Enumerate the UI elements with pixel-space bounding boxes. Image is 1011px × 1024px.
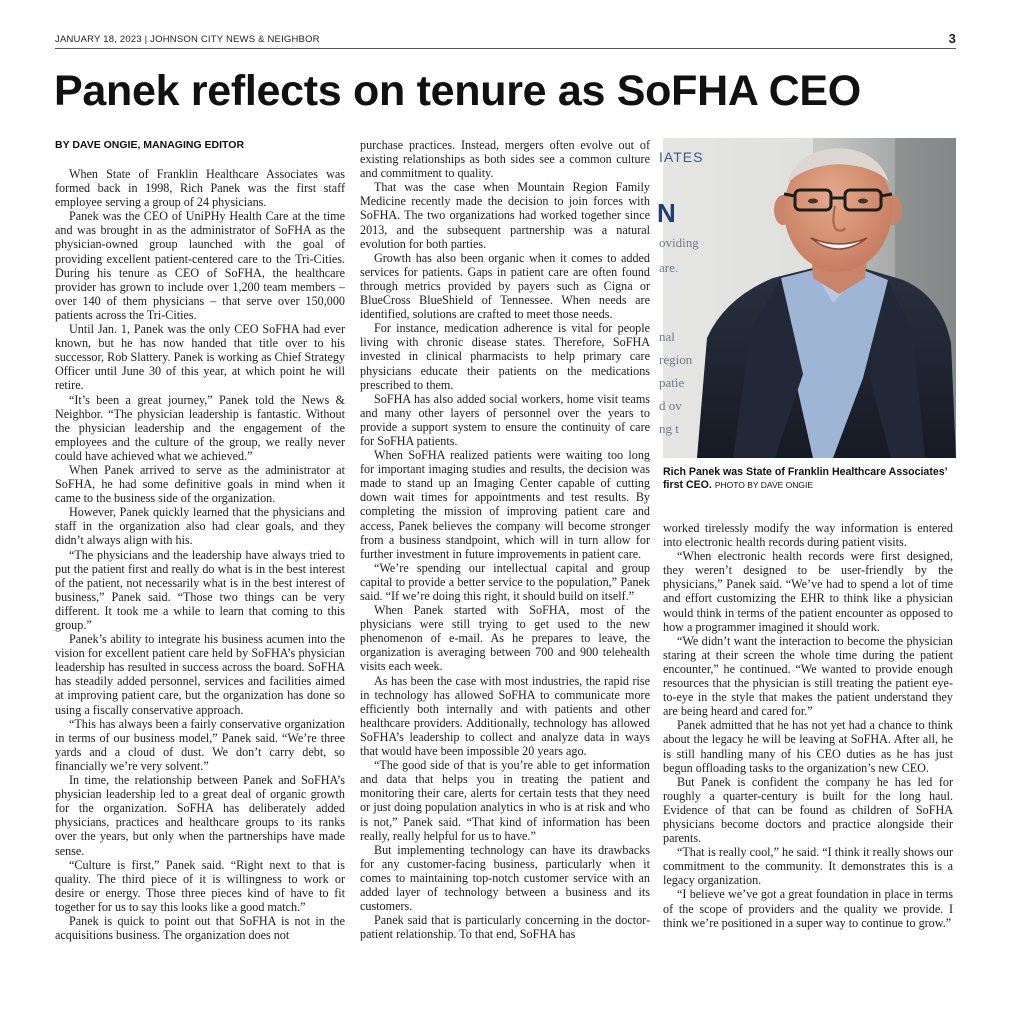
article-paragraph: Growth has also been organic when it comes to added services for patients. Gaps in patient care are often found through metrics provided by payers such as Cigna or BlueCross BlueShield of Tennessee. When needs are identified, solutions are crafted to meet those needs. <box>360 250 650 322</box>
article-paragraph: However, Panek quickly learned that the physicians and staff in the organization also had clear goals, and they didn’t always align with his. <box>55 505 345 548</box>
article-paragraph: But implementing technology can have its drawbacks for any customer-facing business, particularly when it comes to maintaining top-notch customer service with an added layer of technology between a business and its customers. <box>360 842 650 914</box>
article-paragraph: “When electronic health records were first designed, they weren’t designed to be user-friendly by the physicians,” Panek said. “We’ve had to spend a lot of time and effort customizing the EHR to think like a physician would think in terms of the patient encounter as opposed to how a programmer imagined it should work. <box>663 549 953 634</box>
article-paragraph: Panek admitted that he has not yet had a chance to think about the legacy he will be leaving at SoFHA. After all, he is still handling many of his CEO duties as he has just begun offloading tasks to the organization’s new CEO. <box>663 718 953 775</box>
article-paragraph: “This has always been a fairly conservative organization in terms of our business model,” Panek said. “We’re three yards and a cloud of dust. We don’t carry debt, so financially we’re very solvent.” <box>55 716 345 773</box>
article-paragraph: “I believe we’ve got a great foundation in place in terms of the scope of providers and the quality we provide. I think we’re positioned in a super way to continue to grow.” <box>663 887 953 930</box>
article-column-1 <box>55 138 345 942</box>
article-paragraph: For instance, medication adherence is vital for people living with chronic disease states. Therefore, SoFHA invested in clinical pharmacists to help primary care physicians educate their patients on the medications prescribed to them. <box>360 321 650 392</box>
article-paragraph: worked tirelessly modify the way information is entered into electronic health records during patient visits. <box>663 521 953 550</box>
banner-fragment: ng t <box>659 421 679 436</box>
article-photo <box>657 138 956 458</box>
article-paragraph: “The physicians and the leadership have always tried to put the patient first and really do what is in the best interest of the patient, not necessarily what is in the best interest of business,” Panek said. “Those two things can be very different. It took me a while to learn that coming to this group.” <box>55 547 345 632</box>
column-1-paragraphs <box>55 167 345 942</box>
photo-credit: PHOTO BY DAVE ONGIE <box>714 480 814 490</box>
page-number: 3 <box>948 31 956 46</box>
article-paragraph: “The good side of that is you’re able to get information and data that helps you in treating the patient and monitoring their care, alerts for certain tests that they need or just doing population analytics in who is at risk and who is not,” Panek said. “That kind of information has been really, really helpful for us to have.” <box>360 758 650 843</box>
article-paragraph: “That is really cool,” he said. “I think it really shows our commitment to the community. It demonstrates this is a legacy organization. <box>663 845 953 888</box>
article-paragraph: When Panek arrived to serve as the administrator at SoFHA, he had some definitive goals in mind when it came to the business side of the organization. <box>55 462 345 506</box>
article-paragraph: As has been the case with most industries, the rapid rise in technology has allowed SoFHA to communicate more efficiently both internally and with patients and other healthcare providers. Additionally, technology has allowed SoFHA’s leadership to collect and analyze data in ways that would have been impossible 20 years ago. <box>360 673 650 759</box>
banner-fragment: IATES <box>659 149 704 165</box>
article-column-2 <box>360 138 650 941</box>
photo-rich-panek <box>657 138 956 458</box>
caption-text: Rich Panek was State of Franklin Healthcare Associates’ first CEO. <box>663 466 947 491</box>
banner-fragment: oviding <box>659 235 699 250</box>
folio-date-line: JANUARY 18, 2023 | JOHNSON CITY NEWS & NEIGHBOR <box>55 34 320 45</box>
column-3-paragraphs <box>663 521 953 930</box>
column-2-paragraphs <box>360 138 650 941</box>
article-paragraph: That was the case when Mountain Region Family Medicine recently made the decision to join forces with SoFHA. The two organizations had worked together since 2013, and the subsequent partnership was a natural evolution for both parties. <box>360 180 650 251</box>
article-paragraph: SoFHA has also added social workers, home visit teams and many other layers of personnel over the years to provide a support system to ensure the continuity of care for SoFHA patients. <box>360 391 650 448</box>
article-paragraph: Panek is quick to point out that SoFHA is not in the acquisitions business. The organization does not <box>55 913 345 943</box>
byline: BY DAVE ONGIE, MANAGING EDITOR <box>55 139 245 151</box>
folio-rule <box>55 48 956 49</box>
article-paragraph: When Panek started with SoFHA, most of the physicians were still trying to get used to the new phenomenon of e-mail. As he prepares to leave, the organization is averaging between 700 and 900 telehealth visits each week. <box>360 603 650 674</box>
article-paragraph: In time, the relationship between Panek and SoFHA’s physician leadership led to a great deal of organic growth for the organization. SoFHA has deliberately added physicians, practices and healthcare groups to its ranks over the years, but only when the partnerships have made sense. <box>55 773 345 858</box>
article-paragraph: Panek said that is particularly concerning in the doctor-patient relationship. To that end, SoFHA has <box>360 913 650 942</box>
article-paragraph: “Culture is first,” Panek said. “Right next to that is quality. The third piece of it is willingness to work or desire or energy. Those three pieces kind of have to fit together for us to say this looks like a good match.” <box>55 857 345 914</box>
banner-fragment: N <box>657 198 676 228</box>
article-paragraph: Until Jan. 1, Panek was the only CEO SoFHA had ever known, but he has now handed that title over to his successor, Rob Slattery. Panek is working as Chief Strategy Officer until June 30 of this year, at which point he will retire. <box>55 322 345 393</box>
article-paragraph: When SoFHA realized patients were waiting too long for important imaging studies and results, the decision was made to stand up an Imaging Center capable of cutting down wait times for appointments and test results. By completing the mission of improving patient care and access, Panek believes the company will become stronger from a business standpoint, which will in turn allow for further investment in future improvements in patient care. <box>360 448 650 561</box>
banner-fragment: nal <box>659 329 675 344</box>
banner-fragment: region <box>659 352 693 367</box>
folio <box>55 32 956 48</box>
banner-fragment: d ov <box>659 398 682 413</box>
banner-fragment: patie <box>659 375 685 390</box>
article-paragraph: “It’s been a great journey,” Panek told the News & Neighbor. “The physician leadership is fantastic. Without the physician leadership and the engagement of the employees and the culture of the group, we really never could have achieved what we achieved.” <box>55 392 345 463</box>
banner-fragment: are. <box>659 260 679 275</box>
headline: Panek reflects on tenure as SoFHA CEO <box>54 67 861 115</box>
article-paragraph: purchase practices. Instead, mergers often evolve out of existing relationships as both sides see a common culture and commitment to quality. <box>360 138 650 181</box>
article-paragraph: Panek’s ability to integrate his business acumen into the vision for excellent patient care held by SoFHA’s physician leadership has resulted in success across the board. SoFHA has steadily added personnel, services and facilities aimed at improving patient care, but the organization has done so using a fiscally conservative approach. <box>55 632 345 717</box>
article-paragraph: “We didn’t want the interaction to become the physician staring at their screen the whole time during the patient encounter,” he continued. “We wanted to provide enough resources that the physician is still treating the patient eye-to-eye in the style that makes the patient understand they are being heard and cared for.” <box>663 633 953 719</box>
article-paragraph: But Panek is confident the company he has led for roughly a quarter-century is built for the long haul. Evidence of that can be found as children of SoFHA physicians become doctors and practice alongside their parents. <box>663 774 953 846</box>
photo-caption <box>663 466 956 492</box>
article-column-3 <box>663 521 953 930</box>
article-paragraph: When State of Franklin Healthcare Associates was formed back in 1998, Rich Panek was the first staff employee serving a group of 24 physicians. <box>55 167 345 210</box>
article-paragraph: Panek was the CEO of UniPHy Health Care at the time and was brought in as the administrator of SoFHA as the physician-owned group launched with the goal of providing excellent patient-centered care to the Tri-Cities. During his tenure as CEO of SoFHA, the healthcare provider has grown to include over 1,200 team members – over 140 of them physicians – that serve over 150,000 patients across the Tri-Cities. <box>55 209 345 322</box>
article-paragraph: “We’re spending our intellectual capital and group capital to provide a better service to the population,” Panek said. “If we’re doing this right, it should build on itself.” <box>360 560 650 603</box>
